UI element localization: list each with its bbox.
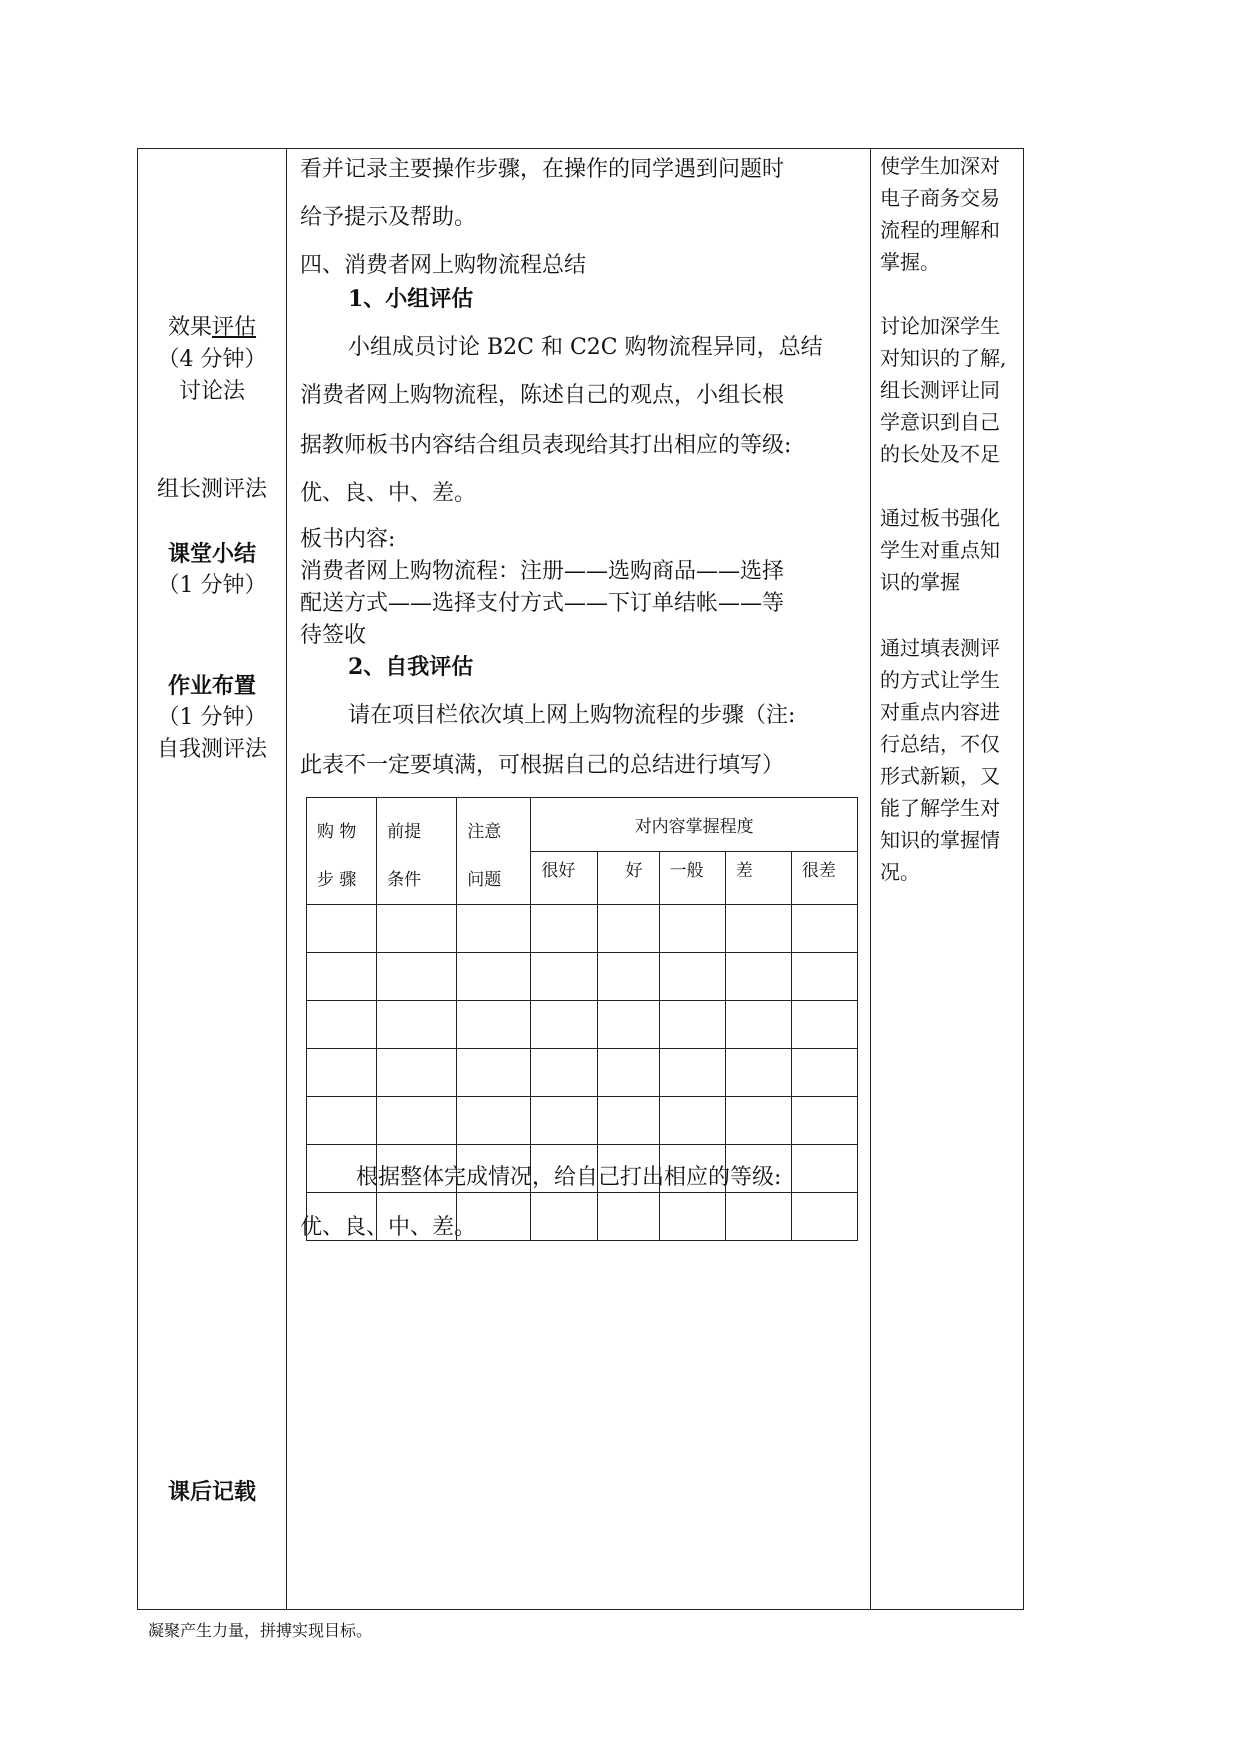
empty-cell: [725, 1049, 791, 1097]
leader-eval-method: 组长测评法: [156, 477, 267, 502]
empty-cell: [457, 1001, 531, 1049]
effect-eval-time: （4 分钟）: [157, 347, 267, 372]
note-line: 能了解学生对: [880, 796, 1000, 820]
subsection-group-eval: 1、小组评估: [348, 286, 474, 312]
note-line: 的长处及不足: [880, 442, 1000, 466]
note-line: 学意识到自己: [880, 410, 1000, 434]
effect-eval-label: 效果评估: [167, 315, 257, 340]
text-line: 根据整体完成情况，给自己打出相应的等级:: [356, 1165, 782, 1190]
text-line: 小组成员讨论 B2C 和 C2C 购物流程异同，总结: [348, 335, 823, 360]
empty-cell: [457, 905, 531, 953]
empty-cell: [377, 1097, 457, 1145]
header-level: 好: [597, 851, 659, 905]
note-line: 学生对重点知: [880, 538, 1000, 562]
note-line: 知识的掌握情: [880, 828, 1000, 852]
note-line: 通过板书强化: [880, 506, 1000, 530]
empty-cell: [791, 1193, 857, 1241]
empty-cell: [725, 1193, 791, 1241]
table-row: [307, 1145, 858, 1193]
text-line: 优、良、中、差。: [300, 481, 477, 506]
empty-cell: [457, 1193, 531, 1241]
header-notes: 注意 问题: [457, 798, 531, 905]
board-title: 板书内容:: [300, 527, 396, 552]
note-line: 行总结，不仅: [880, 732, 1000, 756]
empty-cell: [597, 953, 659, 1001]
empty-cell: [597, 1145, 659, 1193]
text-line: 请在项目栏依次填上网上购物流程的步骤（注:: [348, 703, 796, 728]
empty-cell: [307, 1049, 377, 1097]
empty-cell: [791, 905, 857, 953]
column-divider-left: [286, 148, 287, 1610]
class-summary-time: （1 分钟）: [157, 573, 267, 598]
header-steps: 购 物 步 骤: [307, 798, 377, 905]
empty-cell: [457, 1049, 531, 1097]
empty-cell: [791, 1001, 857, 1049]
empty-cell: [531, 1193, 597, 1241]
empty-cell: [791, 1145, 857, 1193]
table-row: [307, 1001, 858, 1049]
note-line: 对重点内容进: [880, 700, 1000, 724]
self-eval-table: [306, 797, 858, 1241]
empty-cell: [597, 1049, 659, 1097]
empty-cell: [307, 1145, 377, 1193]
table-row: [307, 1097, 858, 1145]
empty-cell: [659, 905, 725, 953]
empty-cell: [659, 1193, 725, 1241]
note-line: 通过填表测评: [880, 636, 1000, 660]
empty-cell: [659, 1001, 725, 1049]
empty-cell: [659, 1097, 725, 1145]
empty-cell: [457, 953, 531, 1001]
empty-cell: [725, 1097, 791, 1145]
empty-cell: [597, 1097, 659, 1145]
empty-cell: [307, 905, 377, 953]
note-line: 电子商务交易: [880, 186, 1000, 210]
table-row: [307, 905, 858, 953]
note-line: 形式新颖，又: [880, 764, 1000, 788]
note-line: 流程的理解和: [880, 218, 1000, 242]
empty-cell: [725, 905, 791, 953]
empty-cell: [457, 1097, 531, 1145]
empty-cell: [791, 1049, 857, 1097]
empty-cell: [307, 1193, 377, 1241]
text-line: 据教师板书内容结合组员表现给其打出相应的等级:: [300, 433, 792, 458]
text-line: 此表不一定要填满，可根据自己的总结进行填写）: [300, 753, 785, 778]
text-line: 看并记录主要操作步骤，在操作的同学遇到问题时: [300, 157, 785, 182]
note-line: 掌握。: [880, 250, 940, 274]
header-mastery-group: 对内容掌握程度: [531, 798, 858, 852]
empty-cell: [597, 905, 659, 953]
empty-cell: [659, 1145, 725, 1193]
after-class-label: 课后记载: [167, 1479, 256, 1505]
empty-cell: [457, 1145, 531, 1193]
empty-cell: [377, 1193, 457, 1241]
empty-cell: [377, 953, 457, 1001]
note-line: 对知识的了解,: [880, 346, 1007, 370]
note-line: 讨论加深学生: [880, 314, 1000, 338]
empty-cell: [531, 953, 597, 1001]
board-line: 消费者网上购物流程：注册——选购商品——选择: [300, 559, 785, 584]
empty-cell: [597, 1001, 659, 1049]
text-line: 消费者网上购物流程，陈述自己的观点，小组长根: [300, 383, 785, 408]
empty-cell: [377, 905, 457, 953]
note-line: 识的掌握: [880, 570, 960, 594]
header-prerequisites: 前提 条件: [377, 798, 457, 905]
self-eval-method: 自我测评法: [156, 737, 267, 762]
empty-cell: [307, 1097, 377, 1145]
board-line: 配送方式——选择支付方式——下订单结帐——等: [300, 591, 785, 616]
note-line: 的方式让学生: [880, 668, 1000, 692]
table-row: [307, 953, 858, 1001]
table-row: [307, 1049, 858, 1097]
note-line: 组长测评让同: [880, 378, 1000, 402]
empty-cell: [659, 1049, 725, 1097]
note-line: 使学生加深对: [880, 154, 1000, 178]
empty-cell: [791, 953, 857, 1001]
left-column: [138, 148, 286, 1608]
empty-cell: [725, 1145, 791, 1193]
header-level: 很差: [791, 851, 857, 905]
empty-cell: [791, 1097, 857, 1145]
empty-cell: [725, 1001, 791, 1049]
empty-cell: [531, 1097, 597, 1145]
footer-motto: 凝聚产生力量，拼搏实现目标。: [148, 1621, 373, 1640]
empty-cell: [377, 1145, 457, 1193]
class-summary-label: 课堂小结: [167, 541, 256, 567]
board-line: 待签收: [300, 623, 367, 648]
header-level: 很好: [531, 851, 597, 905]
text-line: 优、良、中、差。: [300, 1215, 477, 1240]
empty-cell: [531, 905, 597, 953]
table-row: [307, 1193, 858, 1241]
homework-label: 作业布置: [167, 673, 256, 699]
empty-cell: [307, 953, 377, 1001]
section-heading: 四、消费者网上购物流程总结: [300, 253, 587, 278]
empty-cell: [531, 1049, 597, 1097]
text-line: 给予提示及帮助。: [300, 205, 477, 230]
empty-rows: [307, 905, 858, 1241]
column-divider-right: [870, 148, 871, 1610]
note-line: 况。: [880, 860, 920, 884]
discussion-method: 讨论法: [178, 379, 245, 404]
empty-cell: [531, 1001, 597, 1049]
homework-time: （1 分钟）: [157, 705, 267, 730]
empty-cell: [659, 953, 725, 1001]
subsection-self-eval: 2、自我评估: [348, 654, 474, 680]
header-level: 差: [725, 851, 791, 905]
empty-cell: [377, 1001, 457, 1049]
empty-cell: [307, 1001, 377, 1049]
empty-cell: [597, 1193, 659, 1241]
header-level: 一般: [659, 851, 725, 905]
empty-cell: [725, 953, 791, 1001]
empty-cell: [531, 1145, 597, 1193]
empty-cell: [377, 1049, 457, 1097]
